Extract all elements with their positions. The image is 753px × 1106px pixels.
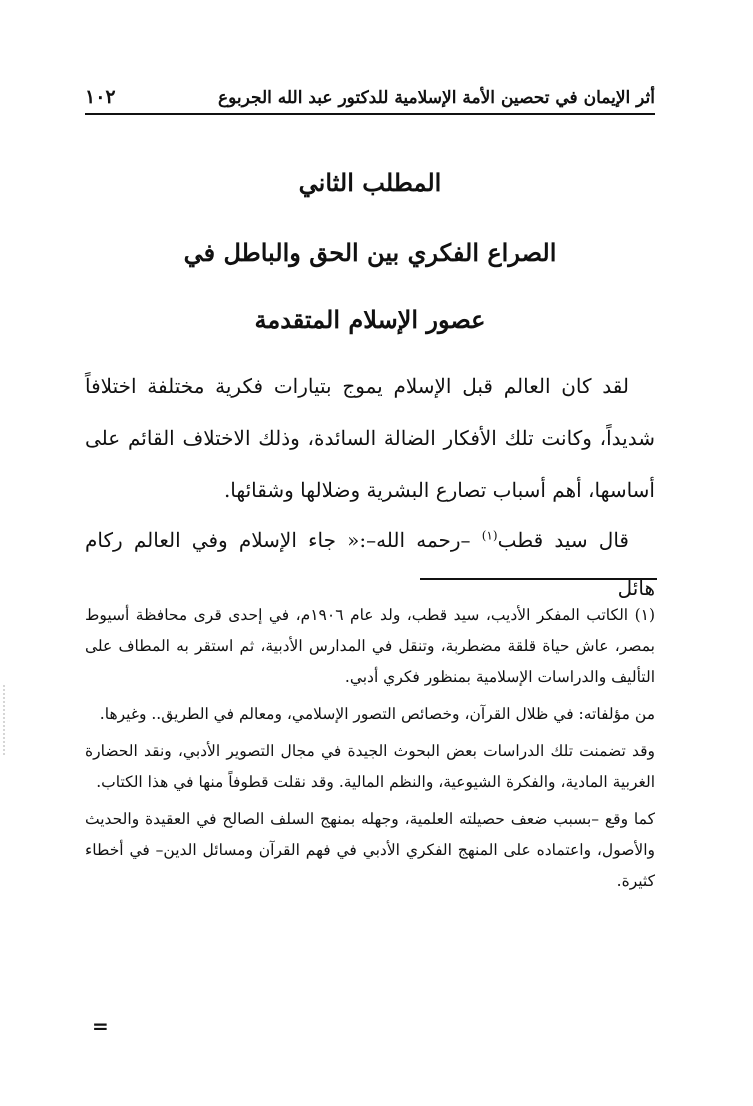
chapter-title-line-1: الصراع الفكري بين الحق والباطل في (183, 238, 557, 267)
footnote-errors: كما وقع –بسبب ضعف حصيلته العلمية، وجهله بمنهج السلف الصالح في العقيدة والحديث والأصول، واعتماده على المنهج الفكري الأدبي في فهم القرآن ومسائل الدين– في أخطاء كثيرة. (85, 810, 655, 890)
section-heading: المطلب الثاني (298, 168, 442, 197)
quote-paragraph (85, 516, 655, 612)
quote-text: –رحمه الله–:« جاء الإسلام وفي العالم ركام هائل (85, 528, 655, 600)
footnote-continuation-mark: = (92, 1014, 109, 1038)
footnote-works: من مؤلفاته: في ظلال القرآن، وخصائص التصور الإسلامي، ومعالم في الطريق.. وغيرها. (99, 705, 655, 723)
footnote-studies: وقد تضمنت تلك الدراسات بعض البحوث الجيدة في مجال التصوير الأدبي، ونقد الحضارة الغربية المادية، والفكرة الشيوعية، والنظم المالية. وقد نقلت قطوفاً منها في هذا الكتاب. (85, 742, 655, 791)
footnote-1: (١) الكاتب المفكر الأديب، سيد قطب، ولد عام ١٩٠٦م، في إحدى قرى محافظة أسيوط بمصر، عاش حياة قلقة مضطربة، وتنقل في المدارس الأدبية، ثم استقر به المطاف على التأليف والدراسات الإسلامية بمنظور فكري أدبي. (85, 606, 656, 686)
footnote-separator (420, 578, 657, 580)
header-title: أثر الإيمان في تحصين الأمة الإسلامية للدكتور عبد الله الجربوع (217, 88, 655, 108)
header-rule (85, 113, 655, 115)
running-header (85, 78, 655, 108)
page-number: ١٠٢ (85, 86, 116, 108)
quote-intro: قال سيد قطب (497, 528, 629, 552)
footnotes (85, 600, 655, 903)
scan-artifact (3, 685, 5, 755)
footnote-marker[interactable]: (١) (481, 528, 498, 543)
paragraph: لقد كان العالم قبل الإسلام يموج بتيارات فكرية مختلفة اختلافاً شديداً، وكانت تلك الأفكار الضالة السائدة، وذلك الاختلاف القائم على أساسها، أهم أسباب تصارع البشرية وضلالها وشقائها. (85, 374, 655, 502)
chapter-title-line-2: عصور الإسلام المتقدمة (254, 305, 486, 334)
body-text (85, 360, 655, 612)
